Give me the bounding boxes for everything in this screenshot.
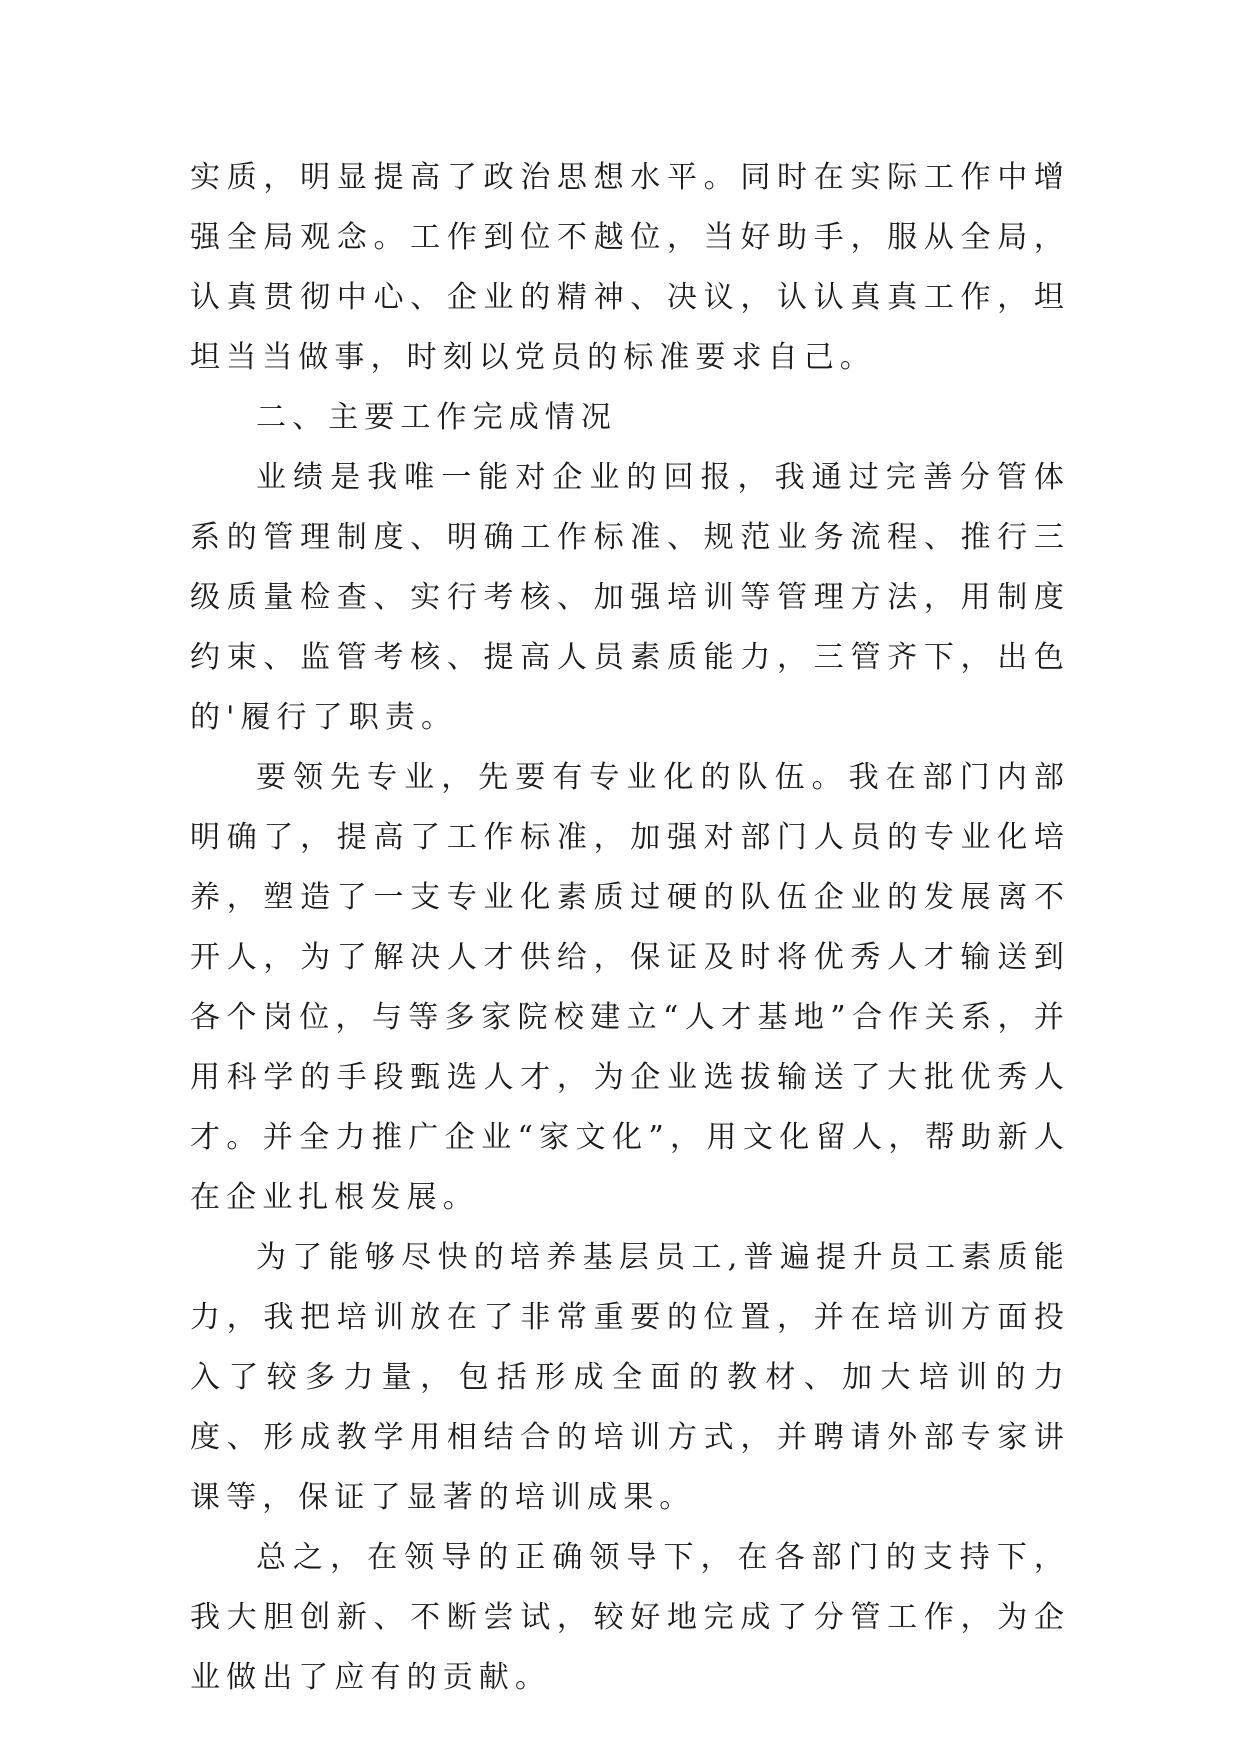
- document-body: [190, 148, 1070, 1708]
- section-heading: 二、主要工作完成情况: [256, 400, 617, 435]
- paragraph-summary: 总之，在领导的正确领导下，在各部门的支持下，我大胆创新、不断尝试，较好地完成了分管工作，为企业做出了应有的贡献。: [190, 1540, 1070, 1695]
- paragraph-team: 要领先专业，先要有专业化的队伍。我在部门内部明确了，提高了工作标准，加强对部门人员的专业化培养，塑造了一支专业化素质过硬的队伍企业的发展离不开人，为了解决人才供给，保证及时将优秀人才输送到各个岗位，与等多家院校建立“人才基地”合作关系，并用科学的手段甄选人才，为企业选拔输送了大批优秀人才。并全力推广企业“家文化”，用文化留人，帮助新人在企业扎根发展。: [190, 760, 1070, 1215]
- paragraph-continuation: 实质，明显提高了政治思想水平。同时在实际工作中增强全局观念。工作到位不越位，当好助手，服从全局，认真贯彻中心、企业的精神、决议，认认真真工作，坦坦当当做事，时刻以党员的标准要求自己。: [190, 160, 1070, 375]
- paragraph-performance: 业绩是我唯一能对企业的回报，我通过完善分管体系的管理制度、明确工作标准、规范业务流程、推行三级质量检查、实行考核、加强培训等管理方法，用制度约束、监管考核、提高人员素质能力，三管齐下，出色的'履行了职责。: [190, 460, 1070, 735]
- paragraph-training: 为了能够尽快的培养基层员工,普遍提升员工素质能力，我把培训放在了非常重要的位置，并在培训方面投入了较多力量，包括形成全面的教材、加大培训的力度、形成教学用相结合的培训方式，并聘请外部专家讲课等，保证了显著的培训成果。: [190, 1240, 1070, 1515]
